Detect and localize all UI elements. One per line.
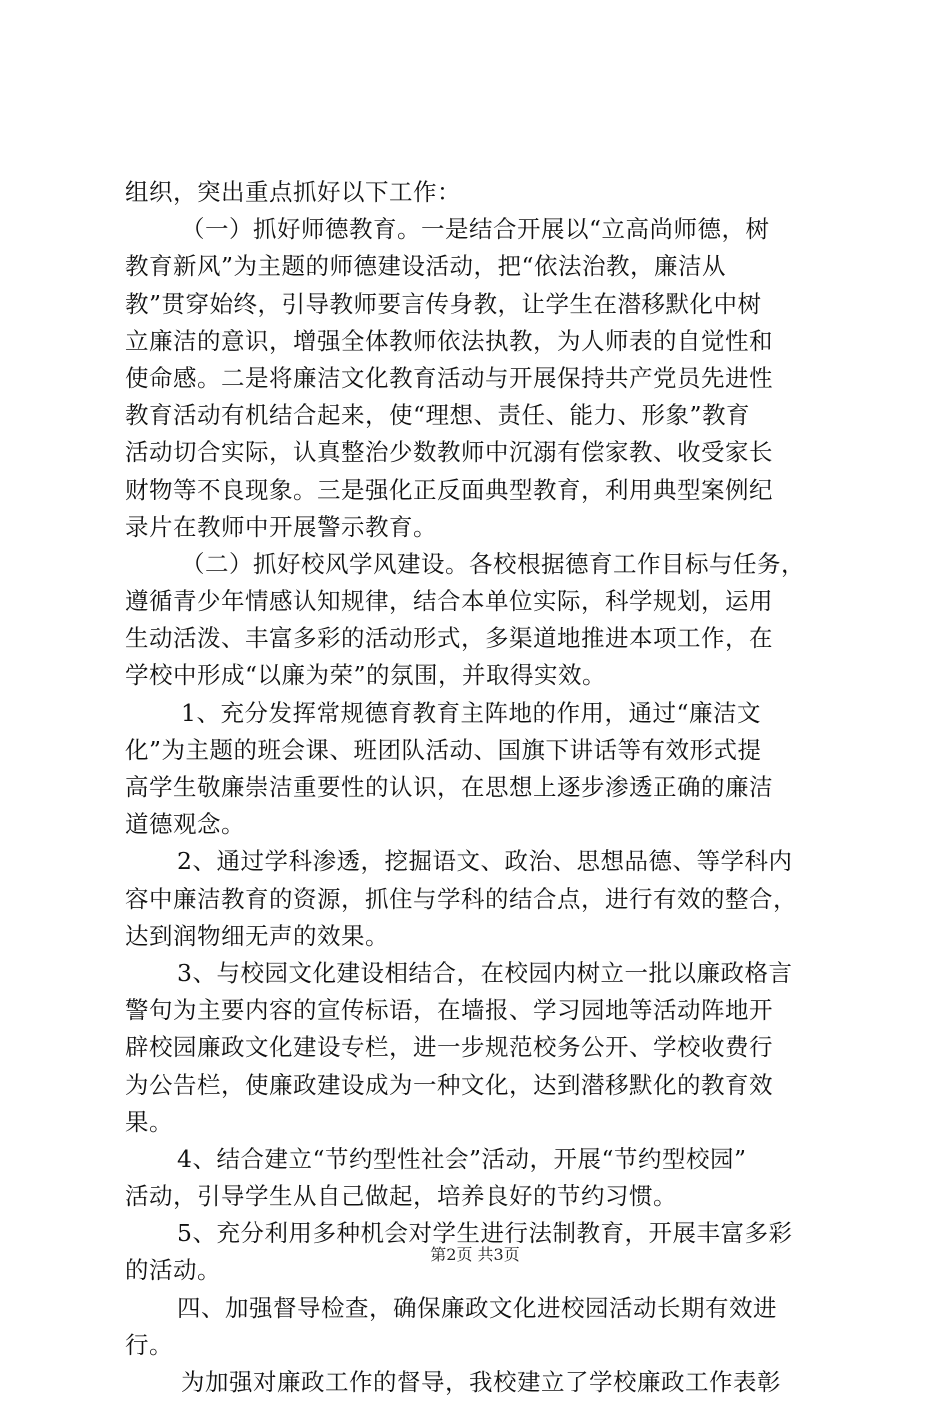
text-line: 遵循青少年情感认知规律，结合本单位实际，科学规划，运用 (125, 587, 773, 616)
text-line: 组织，突出重点抓好以下工作： (125, 178, 461, 206)
text-line: 警句为主要内容的宣传标语，在墙报、学习园地等活动阵地开 (125, 996, 773, 1025)
text-line: 4、结合建立“节约型性社会”活动，开展“节约型校园” (177, 1144, 747, 1173)
text-line: 达到润物细无声的效果。 (125, 921, 389, 950)
text-line: （二）抓好校风学风建设。各校根据德育工作目标与任务， (181, 549, 805, 578)
body-text (125, 174, 840, 1401)
text-line: 5、充分利用多种机会对学生进行法制教育，开展丰富多彩 (177, 1219, 793, 1248)
text-line: 辟校园廉政文化建设专栏，进一步规范校务公开、学校收费行 (125, 1033, 773, 1062)
page-footer: 第2页 共3页 (430, 1245, 520, 1264)
text-line: 行。 (125, 1330, 173, 1359)
text-line: 教育新风”为主题的师德建设活动，把“依法治教，廉洁从 (125, 252, 727, 281)
text-line: 果。 (125, 1107, 173, 1136)
text-line: 立廉洁的意识，增强全体教师依法执教，为人师表的自觉性和 (125, 326, 773, 355)
text-line: 学校中形成“以廉为荣”的氛围，并取得实效。 (125, 661, 607, 690)
text-line: 教”贯穿始终，引导教师要言传身教，让学生在潜移默化中树 (125, 289, 762, 318)
text-line: 2、通过学科渗透，挖掘语文、政治、思想品德、等学科内 (177, 847, 793, 876)
text-line: 录片在教师中开展警示教育。 (125, 512, 437, 541)
text-line: 活动，引导学生从自己做起，培养良好的节约习惯。 (125, 1182, 677, 1211)
text-line: 使命感。二是将廉洁文化教育活动与开展保持共产党员先进性 (125, 363, 773, 392)
text-line: 的活动。 (125, 1256, 221, 1285)
text-line: 为公告栏，使廉政建设成为一种文化，达到潜移默化的教育效 (125, 1070, 773, 1099)
text-line: 四、加强督导检查，确保廉政文化进校园活动长期有效进 (177, 1293, 777, 1322)
text-line: 教育活动有机结合起来，使“理想、责任、能力、形象”教育 (125, 401, 751, 430)
text-line: 道德观念。 (125, 810, 245, 839)
text-line: 为加强对廉政工作的督导，我校建立了学校廉政工作表彰 (181, 1368, 781, 1396)
text-line: 容中廉洁教育的资源，抓住与学科的结合点，进行有效的整合， (125, 884, 797, 913)
text-line: 化”为主题的班会课、班团队活动、国旗下讲话等有效形式提 (125, 735, 762, 764)
text-line: 1、充分发挥常规德育教育主阵地的作用，通过“廉洁文 (181, 698, 761, 727)
text-line: 财物等不良现象。三是强化正反面典型教育，利用典型案例纪 (125, 475, 773, 504)
text-line: 高学生敬廉崇洁重要性的认识，在思想上逐步渗透正确的廉洁 (125, 773, 773, 801)
text-line: 3、与校园文化建设相结合，在校园内树立一批以廉政格言 (177, 958, 793, 987)
text-line: （一）抓好师德教育。一是结合开展以“立高尚师德，树 (181, 215, 770, 244)
text-line: 生动活泼、丰富多彩的活动形式，多渠道地推进本项工作，在 (125, 624, 773, 653)
text-line: 活动切合实际，认真整治少数教师中沉溺有偿家教、收受家长 (125, 438, 773, 467)
